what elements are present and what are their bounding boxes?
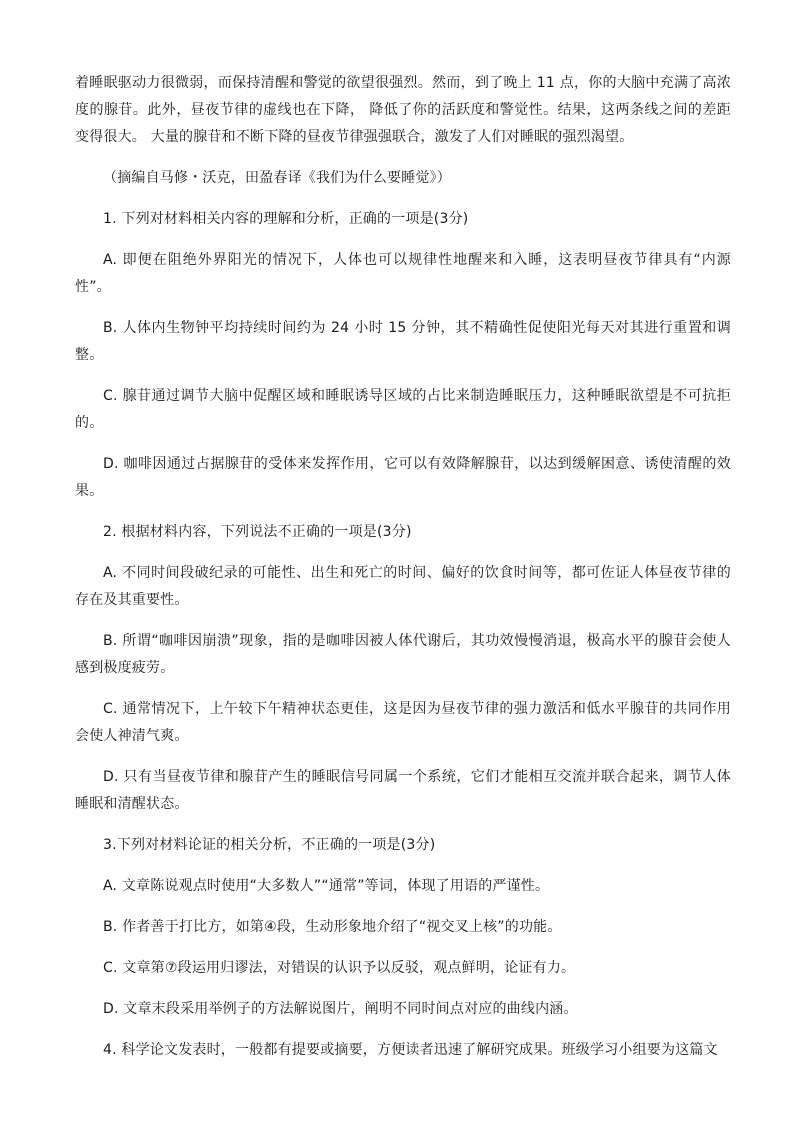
question-3-option-a: A. 文章陈说观点时使用“大多数人”“通常”等词，体现了用语的严谨性。 [103, 878, 550, 894]
passage-paragraph: 着睡眠驱动力很微弱，而保持清醒和警觉的欲望很强烈。然而，到了晚上 11 点，你的大脑中充满了高浓度的腺苷。此外，昼夜节律的虚线也在下降， 降低了你的活跃度和警觉性。结果，这两条线之间的差距变得很大。 大量的腺苷和不断下降的昼夜节律强强联合，激发了人们对睡眠的强烈渴望。 [75, 75, 731, 145]
question-1-option-a: A. 即便在阻绝外界阳光的情况下，人体也可以规律性地醒来和入睡，这表明昼夜节律具有“内源性”。 [75, 252, 731, 295]
passage-source: （摘编自马修・沃克，田盈春译《我们为什么要睡觉》） [103, 170, 451, 186]
question-1-option-b: B. 人体内生物钟平均持续时间约为 24 小时 15 分钟，其不精确性促使阳光每天对其进行重置和调整。 [75, 320, 731, 363]
question-1-option-c: C. 腺苷通过调节大脑中促醒区域和睡眠诱导区域的占比来制造睡眠压力，这种睡眠欲望是不可抗拒的。 [75, 388, 731, 431]
document-page [75, 70, 731, 1064]
question-2-option-a: A. 不同时间段破纪录的可能性、出生和死亡的时间、偏好的饮食时间等，都可佐证人体昼夜节律的存在及其重要性。 [75, 565, 731, 608]
question-3-option-d: D. 文章末段采用举例子的方法解说图片，阐明不同时间点对应的曲线内涵。 [103, 1001, 578, 1017]
question-3-option-b: B. 作者善于打比方，如第④段，生动形象地介绍了“视交叉上核”的功能。 [103, 919, 562, 935]
question-4-stem: 4. 科学论文发表时，一般都有提要或摘要，方便读者迅速了解研究成果。班级学习小组要为这篇文 [103, 1042, 718, 1058]
question-2-option-d: D. 只有当昼夜节律和腺苷产生的睡眠信号同属一个系统，它们才能相互交流并联合起来，调节人体睡眠和清醒状态。 [75, 769, 731, 812]
question-2-option-b: B. 所谓“咖啡因崩溃”现象，指的是咖啡因被人体代谢后，其功效慢慢消退，极高水平的腺苷会使人感到极度疲劳。 [75, 633, 731, 676]
question-3-option-c: C. 文章第⑦段运用归谬法，对错误的认识予以反驳，观点鲜明，论证有力。 [103, 960, 576, 976]
question-1-stem: 1. 下列对材料相关内容的理解和分析，正确的一项是(3分) [103, 211, 469, 227]
question-2-option-c: C. 通常情况下，上午较下午精神状态更佳，这是因为昼夜节律的强力激活和低水平腺苷的共同作用会使人神清气爽。 [75, 701, 731, 744]
question-2-stem: 2. 根据材料内容，下列说法不正确的一项是(3分) [103, 524, 412, 540]
question-3-stem: 3.下列对材料论证的相关分析，不正确的一项是(3分) [103, 837, 436, 853]
question-1-option-d: D. 咖啡因通过占据腺苷的受体来发挥作用，它可以有效降解腺苷，以达到缓解困意、诱使清醒的效果。 [75, 456, 731, 499]
